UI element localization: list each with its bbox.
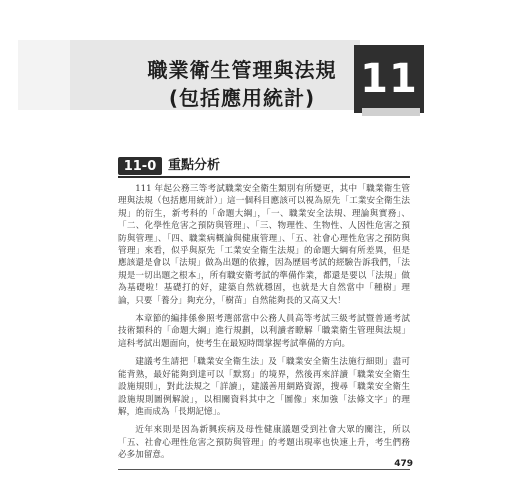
chapter-title-line2: (包括應用統計) bbox=[168, 86, 316, 110]
paragraph-3: 建議考生請把「職業安全衛生法」及「職業安全衛生法施行細則」盡可能背熟，最好能夠到達可以「默寫」的境界，然後再來詳讀「職業安全衛生設施規則」，對此法規之「詳讀」，建議善用網路資源，搜尋「職業安全衛生設施規則圖例解說」，以相關資料其中之「圖像」來加強「法條文字」的理解，進而成為「長期記憶」。 bbox=[118, 357, 410, 417]
chapter-badge-shadow bbox=[362, 108, 420, 116]
chapter-title bbox=[132, 56, 352, 112]
chapter-title-line1: 職業衛生管理與法規 bbox=[147, 58, 337, 82]
paragraph-4: 近年來則是因為新興疾病及母性健康議題受到社會大眾的關注，所以「五、社會心理性危害之預防與管理」的考題出現率也快速上升，考生們務必多加留意。 bbox=[118, 425, 410, 461]
section-divider bbox=[118, 176, 410, 178]
section-title: 重點分析 bbox=[168, 158, 221, 173]
chapter-number: 11 bbox=[360, 56, 418, 102]
section-number: 11-0 bbox=[123, 158, 157, 174]
chapter-header bbox=[0, 0, 520, 120]
footer-divider bbox=[118, 469, 410, 470]
section-number-tag bbox=[118, 157, 162, 175]
paragraph-1: 111 年起公務三等考試職業安全衛生類別有所變更，其中「職業衛生管理與法規（包括應用統計）」這一個科目應該可以視為原先「工業安全衛生法規」的衍生，新考科的「命題大綱」，「一、職業安全法規、理論與實務」、「二、化學性危害之預防與管理」、「三、物理性、生物性、人因性危害之預防與管理」、「四、職業病概論與健康管理」、「五、社會心理性危害之預防與管理」來看，似乎與原先「工業安全衛生法規」的命題大綱有所差異，但是應該還是會以「法規」做為出題的依據，因為歷屆考試的經驗告訴我們，「法規是一切出題之根本」，所有職安衛考試的準備作業，都還是要以「法規」做為基礎啦！基礎打的好，建築自然就穩固，也就是大自然當中「種樹」理論，只要「養分」夠充分，「樹苗」自然能夠長的又高又大！ bbox=[118, 184, 410, 306]
body-text bbox=[118, 183, 410, 468]
chapter-number-badge bbox=[354, 45, 424, 113]
page-number: 479 bbox=[380, 459, 413, 469]
header-accent-block bbox=[18, 40, 70, 110]
paragraph-2: 本章節的編排係參照考選部當中公務人員高等考試三級考試暨普通考試技術類科的「命題大綱」進行規劃，以利讀者瞭解「職業衛生管理與法規」這科考試出題面向，使考生在最短時間掌握考試準備的方向。 bbox=[118, 314, 410, 349]
